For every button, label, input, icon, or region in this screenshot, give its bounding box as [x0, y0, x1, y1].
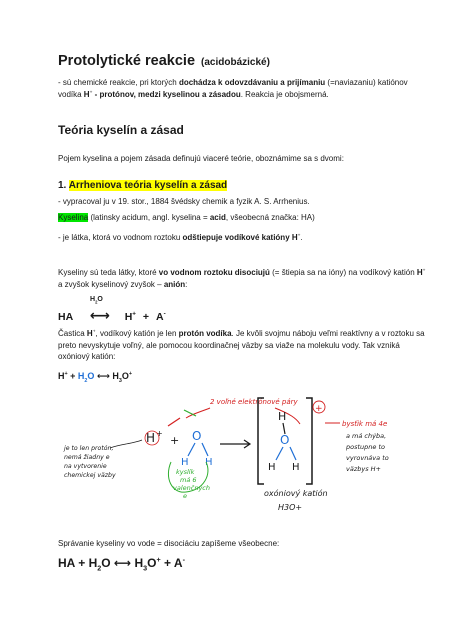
svg-text:je to len protón,: je to len protón,	[64, 445, 114, 452]
particle-paragraph: Častica H+, vodíkový katión je len protón vodíka. Je kvôli svojmu náboju veľmi reaktívny a v roztoku sa preto nevyskytuje voľný, ale pomocou koordinačnej väzby sa viaže na molekulu vody. Tak vzniká oxóniový katión:	[58, 329, 425, 361]
page-title	[58, 53, 428, 69]
title-subtitle: (acidobázické)	[201, 57, 270, 68]
svg-text:H: H	[268, 462, 276, 473]
svg-text:kyslík: kyslík	[176, 468, 195, 476]
arrhenius-heading: 1. Arrheniova teória kyselín a zásad	[58, 180, 228, 191]
free-pairs-note: 2 voľné elektrónové páry	[210, 398, 298, 406]
oxonium-formula: H3O+	[278, 503, 303, 512]
oxonium-caption: oxóniový katión	[264, 489, 328, 498]
svg-text:vyrovnáva to: vyrovnáva to	[346, 454, 389, 462]
reaction-arrow	[220, 440, 250, 448]
acid-def-line: - je látka, ktorá vo vodnom roztoku odštiepuje vodíkové katióny H+.	[58, 233, 303, 242]
svg-text:valenčných: valenčných	[173, 484, 210, 492]
acid-definition: Kyselina (latinsky acidum, angl. kyselina = acid, všeobecná značka: HA)	[58, 213, 315, 222]
behavior-text: Správanie kyseliny vo vode = disociáciu zapíšeme všeobecne:	[58, 539, 280, 548]
svg-text:H: H	[205, 457, 213, 468]
svg-text:e: e	[183, 492, 187, 500]
svg-text:na vytvorenie: na vytvorenie	[64, 463, 107, 470]
svg-text:chemickej väzby: chemickej väzby	[64, 472, 116, 479]
svg-text:a má chýba,: a má chýba,	[346, 432, 387, 440]
dissociation-paragraph: Kyseliny sú teda látky, ktoré vo vodnom roztoku disociujú (= štiepia sa na ióny) na vodíkový katión H+ a zvyšok kyselinový zvyšok – anión:	[58, 268, 426, 289]
acid-highlight: Kyselina	[58, 213, 89, 222]
svg-text:nemá žiadny e: nemá žiadny e	[64, 454, 110, 461]
document-page: Protolytické reakcie (acidobázické) - sú chemické reakcie, pri ktorých dochádza k odovzdávaniu a prijímaniu (=naviazaniu) katiónov vodíka H+ - protónov, medzi kyselinou a zásadou. Reakcia je obojsmerná. Teória kyselín a zásad Pojem kyselina a pojem zásada definujú viaceré teórie, oboznámime sa s dvomi: 1. Arrheniova teória kyselín a zásad - vypracoval ju v 19. stor., 1884 švédsky chemik a fyzik A. S. Arrhenius. Kyselina (latinsky acidum, angl. kyselina = acid, všeobecná značka: HA) - je látka, ktorá vo vodnom roztoku odštiepuje vodíkové katióny H+. Kyseliny sú teda látky, ktoré vo vodnom roztoku disociujú (= štiepia sa na ióny) na vodíkový katión H+ a zvyšok kyselinový zvyšok – anión: $H_2O$ HA ⟷ H+ + A- Častica H+, vodíkový katión je len protón vodíka. Je kvôli svojmu náboju veľmi reaktívny a v roztoku sa preto nevyskytuje voľný, ale pomocou koordinačnej väzby sa viaže na molekulu vody. Tak vzniká oxóniový katión: $H^+ + H_2O$ ⟷ $H_3O^+$ 2 voľné elektrónové páry H + + O H H kyslík má 6 valenčných e je to len protón, nemá žiadny e na vytvorenie chemickej väzby H O H H + bysťik má 4e a má chýba, postupne to vyrovnáva to väzbys H+ oxóniový katión H3O+ Správanie kyseliny vo vode = disociáciu zapíšeme všeobecne: HA + $H_2O$ ⟷ $H_3O^+ + A^-$	[0, 0, 474, 632]
equation-2: $H^+ + H_2O$ ⟷ $H_3O^+$	[58, 371, 133, 384]
title-main: Protolytické reakcie	[58, 53, 196, 69]
oxonium-oxygen: O	[280, 433, 290, 447]
oxygen-atom: O	[192, 429, 202, 443]
svg-text:+: +	[170, 434, 180, 447]
intro-paragraph: - sú chemické reakcie, pri ktorých dochádza k odovzdávaniu a prijímaniu (=naviazaniu) katiónov vodíka H+ - protónov, medzi kyselinou a zásadou. Reakcia je obojsmerná.	[58, 78, 408, 99]
svg-text:+: +	[156, 429, 163, 438]
svg-text:postupne to: postupne to	[346, 443, 385, 451]
svg-text:H: H	[292, 462, 300, 473]
svg-text:H: H	[181, 457, 189, 468]
svg-text:má 6: má 6	[180, 476, 197, 484]
arrhenius-line1: - vypracoval ju v 19. stor., 1884 švédsky chemik a fyzik A. S. Arrhenius.	[58, 197, 310, 206]
svg-text:H: H	[278, 410, 287, 423]
section-heading-theory: Teória kyselín a zásad	[58, 123, 184, 137]
water-over-arrow: $H_2O$	[90, 296, 103, 305]
equilibrium-arrow: ⟷	[89, 307, 110, 323]
svg-text:väzbys H+: väzbys H+	[346, 465, 382, 473]
theory-intro-text: Pojem kyselina a pojem zásada definujú viaceré teórie, oboznámime sa s dvomi:	[58, 154, 344, 163]
proton-h: H	[146, 431, 156, 445]
equation-3: HA + $H_2O$ ⟷ $H_3O^+ + A^-$	[58, 555, 185, 573]
svg-text:+: +	[315, 404, 323, 414]
svg-text:bysťik má 4e: bysťik má 4e	[342, 420, 388, 428]
handwritten-diagram	[0, 378, 474, 518]
